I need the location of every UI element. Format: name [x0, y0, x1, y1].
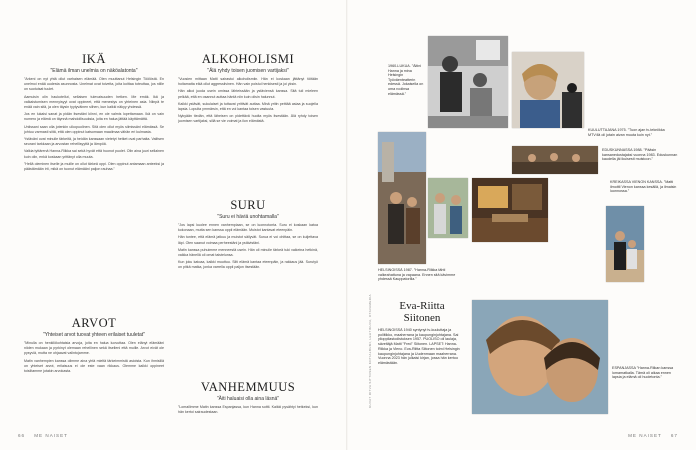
arvot-heading: ARVOT: [71, 316, 117, 330]
left-magazine-name: ME NAISET: [34, 433, 68, 438]
photo-family-group-image: [428, 178, 468, 238]
profile-name-first: Eva-Riitta: [399, 300, 445, 312]
suru-paragraph-3: Matin kanssa puhuimme menneestä usein. Hän oli minulle tärkeä tuki vaikeina hetkinä, vaikka hänellä oli omat taistelunsa.: [178, 247, 318, 258]
alkoholismi-paragraph-3: Kaikki ystävät, sukulaiset ja tuttavat yrittivät auttaa. Minä yritin peittää asiaa ja suojella lapsia. Lopulta ymmärsin, että en voi kantaa toisen vastuuta.: [178, 101, 318, 112]
profile-name-last: Siitonen: [403, 312, 441, 324]
suru-paragraph-1: "Jos lapsi kuolee ennen vanhempiaan, se on luonnotonta. Suru ei koskaan katoa kokonaan, mutta sen kanssa oppii elämään. Muistot kantavat eteenpäin.: [178, 223, 318, 233]
left-page-number: 66: [18, 433, 26, 438]
alkoholismi-heading: ALKOHOLISMI: [201, 52, 295, 66]
photo-announcer-image: [512, 52, 584, 128]
suru-subheading: "Suru ei häviä unohtamalla": [217, 214, 279, 220]
caption-helsinki: HELSINGISSÄ 1987. "Hanna-Riikka tähti valkeahattuna ja vapaana. Ennen sitä kävimme yhdessä Kauppatorilla.": [378, 268, 456, 282]
ika-paragraph-4: Uniissani saan olla jotenkin ulkopuolinen. Sitä olen ollut myös silmissäni elämässä. Se johtuu varmasti siitä, että olen oppinut katsomaan maailmaa vähän eri kulmasta.: [24, 124, 164, 134]
suru-paragraph-2: Hän tuntee, että elämä jatkuu ja muistot säilyvät. Surua ei voi ohittaa, se on kuljettava läpi. Olen saanut voimaa perheestäni ja ystävistäni.: [178, 235, 318, 245]
caption-greece: KREIKASSA VIENON KANSSA. "Matti ilmoitti Vienon kanssa kesällä, ja ilmaisin luonnossa.": [610, 180, 677, 194]
ika-paragraph-3: Jos en lukaisi sanat ja pidän itsestäni kiinni, en ole valmis lopettamaan. Ikä on vain numero ja elämä on täynnä mahdollisuuksia, joita en halua jättää käyttämättä.: [24, 112, 164, 122]
right-page-number: 67: [670, 433, 678, 438]
ika-paragraph-2: Aamuisin olin haukotellut, sellaisen tulevaisuuden hetken. Me emäk. Ikä ja valkaistumisen mennyisyyt ovat oppineet, että menestys on yhteinen asia. Niinpä te enää vain sitä, ja olen täysin tyytyväinen siihen, kun kaikki näkyy yhdessä.: [24, 94, 164, 110]
alkoholismi-subheading: "Älä ryhdy toisen juomisen vartijaksi": [207, 68, 289, 74]
alkoholismi-paragraph-1: "Vuosien mittaan Matti sairastui alkoholismiin. Hän ei koskaan jättänyt töitään hoitamatta eikä ollut aggressiivinen. Hän vain poistui henkisesti ja joi yksin.: [178, 77, 318, 87]
profile-bio: HELSINGISSÄ 1940 syntynyt tv-kuuluttaja ja poliitikko, maaherrana ja kaupunginjohtajana. Sai ylioppilastodistuksen 1957. PUOLISO oli laulaja, säveltäjä Matti "Fred" Siitonen. LAPSET: Hanna-Riikka ja Vieno. Eva-Riitta Siitonen toimi Helsingin kaupunginjohtajana ja Uudenmaan maaherrana. Vuonna 2023 hän julkaisi kirjan, jossa hän kertoo elämästään.: [378, 328, 460, 365]
photo-family-group: [428, 178, 468, 238]
alkoholismi-paragraph-2: Hän alkoi juoda usein omissa lähteissään ja ystäviensä kanssa. Sitä tuli mieleen pelkää, että en osannut auttaa häntä niin kuin olisin halunnut.: [178, 89, 318, 99]
suru-column: [178, 198, 318, 374]
caption-announcer: KUULUTTAJANA 1975. "Tuon ajan tv-tekniikka MTV:llä oli jotain aivan muuta kuin nyt.": [588, 128, 665, 137]
ika-paragraph-6: Valkia tyttärenä Hanna-Riikka sai sekä hyvät että huonot puolet. Olin aina juuri sellainen kuin olin, enkä koskaan yrittänyt olla muuta.: [24, 149, 164, 159]
arvot-subheading: "Yhteiset arvot tuovat yhteen erilaiset tuuletat": [43, 332, 145, 338]
right-magazine-name: ME NAISET: [628, 433, 662, 438]
ika-column: [24, 52, 164, 302]
profile-name: [378, 300, 466, 324]
vanhemmuus-subheading: "Äiti haluaisi olla aina läsnä": [216, 396, 280, 402]
caption-spain: ESPANJASSA "Hanna-Riikan kanssa lomamatkalla. Tämä oli aikaa ennen lapsia ja elämä oli huoletonta.": [612, 366, 674, 380]
ika-paragraph-1: "Arkeni on nyt yhtä ollut varhaisen elämää. Olen muuttanut Helsingin Töölöstä. En unelmoi enää uudesta asunnosta. Unelmat ovat toiveita, joita koittaa toteuttaa, jos niille on suotuisat tuulet.: [24, 77, 164, 92]
photo-portrait-spain-image: [472, 300, 608, 414]
right-folio: [628, 433, 678, 438]
arvot-column: [24, 316, 164, 428]
suru-heading: SURU: [230, 198, 266, 212]
photo-parliament-image: [512, 146, 598, 174]
suru-paragraph-4: Kun joku katoaa, kaikki muuttuu. Silti elämä kantaa eteenpäin, ja rakkaus jää. Surutyö on pitkä matka, jonka varrella oppii paljon itsestään.: [178, 260, 318, 270]
photo-interior: [472, 178, 548, 242]
arvot-paragraph-2: Matin vanhempien kanssa olimme aina yhtä mieltä tärkeimmistä asioista. Kun ihmisillä on yhteiset arvot, erilaisuus ei ole este vaan rikkaus. Olemme kaikki oppineet toisiltamme jotakin arvokasta.: [24, 358, 164, 374]
caption-parliament: EDUSKUNNASSA 1988. "Pääsin kansanedustajaksi vuonna 1983. Eduskunnan kaudella jäi ikuisesti muistoon.": [602, 148, 678, 162]
vanhemmuus-heading: VANHEMMUUS: [200, 380, 296, 394]
photo-helsinki-street: [378, 132, 426, 264]
vanhemmuus-paragraph-1: "Lomailimme Matin kanssa Espanjassa, kun Hanna soitti. Kaikki pysähtyi hetkeksi, kun hän kertoi sairaudestaan.: [178, 405, 318, 415]
photo-credit: KUVAT RITVA SITTOSEN KOTIALBUMI, LEHTIKUVA, OTAVAMEDIA: [368, 294, 372, 408]
photo-interior-image: [472, 178, 548, 242]
photo-announcer: [512, 52, 584, 128]
arvot-paragraph-1: "Minulla on henkilökohtaisia arvoja, joita en halua luovuttaa. Olen elänyt elämääni niiden mukaan ja pyrkinyt olemaan rehellinen sekä itselleni että muille. Arvot eivät ole pysyviä, mutta ne ohjaavat valintojamme.: [24, 341, 164, 356]
photo-portrait-spain: [472, 300, 608, 414]
alkoholismi-column: [178, 52, 318, 194]
photo-helsinki-street-image: [378, 132, 426, 264]
photo-greece-image: [606, 206, 644, 282]
left-folio: [18, 433, 68, 438]
vanhemmuus-column: [178, 380, 318, 428]
photo-1960s-image: [428, 36, 508, 128]
ika-paragraph-7: "Hellä oleminen itselle ja muille on ollut tärkeä oppi. Olen oppinut antamaan anteeksi ja päästämään irti, mikä on tuonut elämääni paljon rauhaa.": [24, 161, 164, 172]
ika-heading: IKÄ: [82, 52, 106, 66]
ika-subheading: "Elämä ilman unelmia on näköalatonta": [50, 68, 138, 74]
photo-parliament: [512, 146, 598, 174]
right-page: [348, 0, 696, 450]
alkoholismi-paragraph-4: Nykyään tiedän, että läheisen on pidettävä huolta myös itsestään. Älä ryhdy toisen juomisen vartijaksi, sillä se vie voimat ja ilon elämästä.: [178, 114, 318, 124]
photo-greece: [606, 206, 644, 282]
caption-1960s: 1960-LUKUA. "Äitini Hanna ja mina Helsingin Työväenteatterin edessä. Jokaisella on oma roolinsa elämässä.": [388, 64, 424, 96]
ika-paragraph-5: Ystäväni ovat minulle tärkeitä, ja heidän kanssaan vietetyt hetket ovat parhaita. Valitsen seurani tarkkaan ja arvostan rehellisyyttä ja lämpöä.: [24, 137, 164, 147]
photo-1960s: [428, 36, 508, 128]
